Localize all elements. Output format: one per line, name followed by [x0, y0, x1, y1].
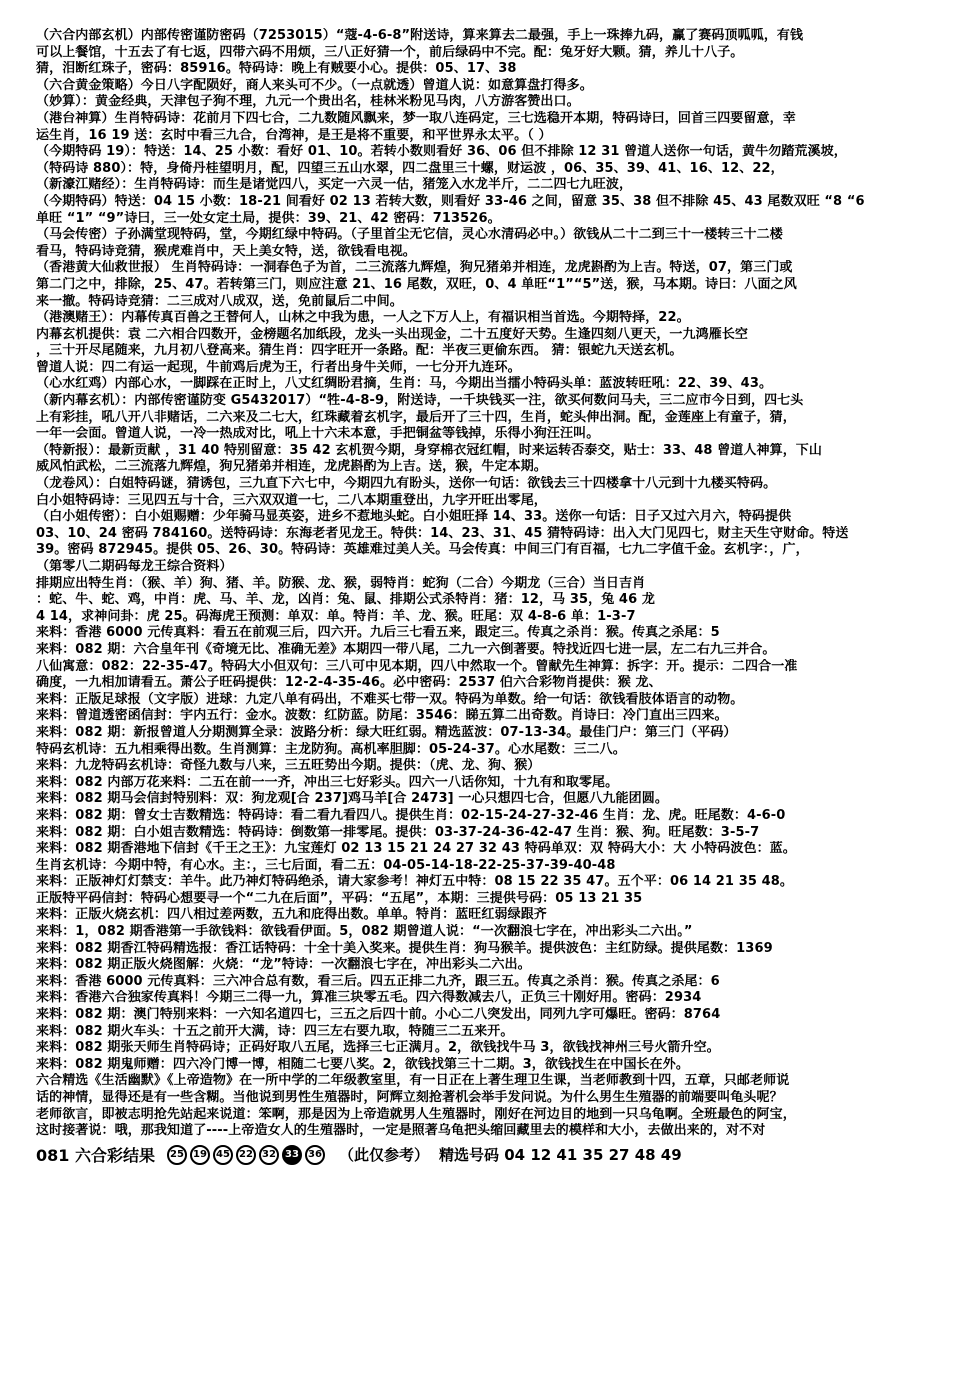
text-line: 这时接著说：哦，那我知道了----上帝造女人的生殖器时，一定是照著乌龟把头缩回藏里去的模样和大小，去做出来的，对不对	[36, 1123, 766, 1139]
text-line: 运生肖，16 19 送：玄时中看三九合，台湾神，是王是将不重要，和平世界永太平。（ ）	[36, 127, 552, 143]
text-line: 曾道人说：四二有运一起现，牛前鸡后虎为王，行者出身牛关师，一七分开九连环。	[36, 359, 521, 375]
reference-note: （此仅参考）	[338, 1146, 429, 1165]
text-line: 来料：082 期张天师生肖特码诗；正码好取八五尾，选择三七正满月。2，欲钱找牛马 3，欲钱找神州三号火箭升空。	[36, 1040, 720, 1056]
text-line: 内幕玄机提供：袁 二六相合四数开，金榜题名加纸段，龙头一头出现金，二十五度好天势。生逢四刻八更天，一九鸿雁长空	[36, 326, 749, 342]
text-line: 六合精选《生活幽默》《上帝造物》在一所中学的二年级教室里，有一日正在上著生理卫生课，当老师教到十四，五章，只邮老师说	[36, 1073, 790, 1089]
text-line: （马会传密）子孙满堂现特码，堂，今期红绿中特码。（子里首尘无它信，灵心水清码必中。）欲钱从二十二到三十一楼转三十二楼	[36, 227, 783, 243]
text-line: （香港黄大仙救世报） 生肖特码诗：一洞春色子为首，二三流落九辉煌，狗兄猪弟并相连，龙虎斟酌为上吉。特送，07，第三门或	[36, 260, 793, 276]
text-line: （今期特码 19）：特送：14、25 小数：看好 01、10。若转小数则看好 36、06 但不排除 12 31 曾道人送你一句话，黄牛勿踏荒溪坡，	[36, 144, 847, 160]
text-line: （白小姐传密）：白小姐赐赠：少年骑马显英姿，进乡不惹地头蛇。白小姐旺择 14、33。送你一句话：日子又过六月六，特码提供	[36, 509, 792, 525]
text-line: （心水红鸡）内部心水，一脚踩在正时上，八丈红绸盼君摘，生肖：马，今期出当擂小特码头单：蓝波转旺吼：22、39、43。	[36, 376, 773, 392]
text-line: 上有彩挂，吼八开八非赌话，二六来及二七大，红珠藏着玄机字，最后开了三十四，生肖，蛇头伸出洞。配，金莲座上有童子，猜，	[36, 409, 796, 425]
text-line: （港澳赌王）：内幕传真百兽之王替何人，山林之中我为患，一人之下万人上，有福识相当首选。今期特择，22。	[36, 310, 690, 326]
text-line: （六合黄金策略）今日八字配陨好，商人来头可不少。（一点就透）曾道人说：如意算盘打得多。	[36, 77, 593, 93]
text-line: ，三十开尽尾随来，九月初八登高来。猜生肖：四字旺开一条路。配：半夜三更偷东西。 猜：银蛇九天送玄机。	[36, 343, 683, 359]
text-line: 来料：082 期：澳门特别来料：一六知名道四七，三五之后四十前。小心二八突发出，同列九字可爆旺。密码：8764	[36, 1007, 721, 1023]
text-line: 白小姐特码诗：三见四五与十合，三六双双道一七，二八本期重登出，九字开旺出零尾，	[36, 492, 547, 508]
text-line: 来料：1，082 期香港第一手欲钱料：欲钱看伊面。5，082 期曾道人说：“一次翻浪七字在，冲出彩头二六出。”	[36, 924, 693, 940]
text-line: 来一撤。特码诗竞猜：二三成对八成双，送，免前鼠后二中间。	[36, 293, 403, 309]
text-line: 确度，一九相加请看五。萧公子旺码提供：12-2-4-35-46。必中密码：2537 伯六合彩物肖提供：猴 龙、	[36, 675, 662, 691]
text-line: 看马，特码诗竞猜，猴虎难肖中，天上美女特，送，欲钱看电视。	[36, 243, 416, 259]
text-line: 来料：082 期马会信封特别料：双：狗龙观[合 237]鸡马羊[合 2473] 一心只想四七合，但愿八九能团圆。	[36, 791, 668, 807]
text-line: 来料：正版神灯灯禁支：羊牛。此乃神灯特码绝杀，请大家参考！神灯五中特：08 15 22 35 47。五个平：06 14 21 35 48。	[36, 874, 794, 890]
text-line: （港台神算）生肖特码诗：花前月下四七合，二九数随风飘来，梦一取八连码定，三七选稳开本期，特码诗曰，回首三四要留意，幸	[36, 110, 796, 126]
text-line: 来料：香港六合独家传真料！今期三二得一九，算准三块零五毛。四六得数减去八，正负三十刚好用。密码：2934	[36, 990, 702, 1006]
text-line: （龙卷风）：白姐特码谜，猜诱包，三九直下六七中，今期四九有盼头，送你一句话：欲钱去三十四楼拿十八元到十九楼买特码。	[36, 476, 777, 492]
text-line: ：蛇、牛、蛇、鸡，中肖：虎、马、羊、龙，凶肖：兔、鼠、排期公式杀特肖：猪：12，马 35，兔 46 龙	[36, 592, 655, 608]
result-balls	[167, 1145, 325, 1165]
text-line: 特码玄机诗：五九相乘得出数。生肖测算：主龙防狗。高机率胆脚：05-24-37。心水尾数：三二八。	[36, 741, 626, 757]
text-line: 03、10、24 密码 784160。送特码诗：东海老者见龙王。特供：14、23、31、45 猜特码诗：出入大门见四七，财主天生守财命。特送	[36, 525, 849, 541]
text-line: 猜，泪断红珠子，密码：85916。特码诗：晚上有贼要小心。提供：05、17、38	[36, 61, 517, 77]
text-line: 话的神情，显得还是有一些含糊。当他说到男性生殖器时，阿辉立刻抢著机会举手发问说。为什么男生生殖器的前端要叫龟头呢？	[36, 1090, 783, 1105]
text-line: 来料：082 期鬼师赠：四六冷门博一博，相随二七要八奖。2，欲钱找第三十二期。3，欲钱找生在中国长在外。	[36, 1056, 689, 1072]
text-line: 来料：香港 6000 元传真料：三六冲合总有数，看三后。四五正排二九齐，跟三五。传真之杀肖：猴。传真之杀尾：6	[36, 973, 720, 989]
text-line: 来料：082 期：新报曾道人分期测算全录：波路分析：绿大旺红弱。精选蓝波：07-13-34。最佳门户：第三门（平码）	[36, 724, 737, 740]
text-line: 来料：正版足球报（文字版）进球：九定八单有码出，不难买七带一双。特码为单数。给一句话：欲钱看肢体语言的动物。	[36, 691, 744, 707]
result-ball: 22	[236, 1145, 256, 1165]
text-line: （妙算）：黄金经典，天津包子狗不理，九元一个贵出名，桂林米粉见马肉，八方游客赞出口。	[36, 94, 580, 110]
text-line: 来料：九龙特码玄机诗：奇怪九数与八来，三五旺势出今期。提供：（虎、龙、狗、猴）	[36, 758, 541, 774]
text-line: （特码诗 880）：特，身倚丹桂望明月，配，四望三五山水翠，四二盘里三十螺，财运波 ，06、35、39、41、16、12、22，	[36, 160, 784, 176]
text-line: 八仙寓意：082：22-35-47。特码大小但双句：三八可中见本期，四八中然取一个。曾献先生神算：拆字：开。提示：二四合一准	[36, 658, 798, 674]
text-line: 来料：082 期：曾女士吉数精选：特码诗：看二看九看四八。提供生肖：02-15-24-27-32-46 生肖：龙、虎。旺尾数：4-6-0	[36, 807, 786, 823]
picks-numbers: 精选号码 04 12 41 35 27 48 49	[439, 1146, 682, 1165]
result-ball: 45	[213, 1145, 233, 1165]
text-line: 生肖玄机诗：今期中特，有心水。主：，三七后面，看二五：04-05-14-18-22-25-37-39-40-48	[36, 857, 616, 873]
result-ball: 25	[167, 1145, 187, 1165]
result-ball: 32	[259, 1145, 279, 1165]
text-line: 来料：曾道透密函信封：宇内五行：金水。波数：红防蓝。防尾：3546：睇五算二出奇数。肖诗曰：冷门直出三四来。	[36, 708, 728, 724]
text-line: 威风怕武松，二三流落九辉煌，狗兄猪弟并相连，龙虎斟酌为上吉。送，猴，牛定本期。	[36, 459, 547, 475]
text-line: 来料：082 期火车头：十五之前开大满，诗：四三左右要九取，特随三二五来开。	[36, 1023, 514, 1039]
result-ball: 19	[190, 1145, 210, 1165]
text-line: 排期应出特生肖：（猴、羊）狗、猪、羊。防猴、龙、猴，弱特肖：蛇狗（二合）今期龙（三合）当日吉肖	[36, 575, 646, 591]
text-line: （六合内部玄机）内部传密谨防密码（7253015）“蔻-4-6-8”附送诗，算来算去二最强，手上一珠捧九码，赢了赛码顶呱呱，有钱	[36, 28, 804, 43]
text-line: 一年一会面。曾道人说，一冷一热成对比，吼上十六未本意，手把铜盆等钱掉，乐得小狗汪汪叫。	[36, 426, 600, 442]
text-line: 正版特平码信封：特码心想要寻一个“二九在后面”，平码：“五尾”，本期：三提供号码：05 13 21 35	[36, 890, 643, 906]
text-line: 单旺 “1” “9”诗曰，三一处女定土局，提供：39、21、42 密码：713526。	[36, 210, 501, 226]
draw-result-row	[36, 1144, 933, 1166]
text-line: （新濠江赌经）：生肖特码诗：而生是诸觉四八，买定一六灵一估，猪笼入水龙半斤，二二四七九旺波，	[36, 177, 633, 193]
special-ball: 36	[305, 1145, 325, 1165]
text-line: 来料：082 期香港地下信封《千王之王》：九宝莲灯 02 13 15 21 24 27 32 43 特码单双：双 特码大小：大 小特码波色：蓝。	[36, 841, 796, 857]
text-line: （第零八二期码每龙王综合资料）	[36, 559, 233, 574]
text-line: 来料：082 期：六合皇年刊《奇境无比、准确无差》本期四一带八尾，二九一六倒著要。特找近四七进一层，左二右九三并合。	[36, 641, 776, 657]
text-line: 来料：082 期正版火烧图解：火烧：“龙”特诗：一次翻浪七字在，冲出彩头二六出。	[36, 957, 531, 973]
text-line: 第二门之中，排除，25、47。若转第三门，则应注意 21、16 尾数，双旺，0、4 单旺“1”“5”送，猴，马本期。诗曰：八面之风	[36, 276, 797, 292]
text-line: 老师欲言，即被志明抢先站起来说道：笨啊，那是因为上帝造就男人生殖器时，刚好在河边目的地到一只乌龟啊。全班最色的阿宝，	[36, 1106, 796, 1122]
draw-result-title: 081 六合彩结果	[36, 1146, 155, 1166]
text-line: （特新报）：最新贡献 ，31 40 特别留意：35 42 玄机贺今期，身穿棉衣冠红帽，时来运转否泰交，贴士：33、48 曾道人神算，下山	[36, 442, 823, 458]
text-line: 来料：香港 6000 元传真料：看五在前观三后，四六开。九后三七看五来，跟定三。传真之杀肖：猴。传真之杀尾：5	[36, 625, 720, 641]
text-line: 4 14，求神问卦：虎 25。码海虎王预测：单双：单。特肖：羊、龙、猴。旺尾：双 4-8-6 单：1-3-7	[36, 608, 636, 624]
text-line: （今期特码）特送：04 15 小数：18-21 间看好 02 13 若转大数，则看好 33-46 之间，留意 35、38 但不排除 45、43 尾数双旺 “8 “6	[36, 193, 865, 209]
text-body	[36, 28, 933, 1140]
text-line: 39。密码 872945。提供 05、26、30。特码诗：英雄难过美人关。马会传真：中间三门有百福，七九二字值千金。玄机字：，广，	[36, 542, 809, 558]
text-line: 来料：082 内部万花来料：二五在前一一齐，冲出三七好彩头。四六一八话你知，十九有和取零尾。	[36, 774, 619, 790]
text-line: （新内幕玄机）：内部传密谨防变 G5432017）“牲-4-8-9，附送诗，一千块钱买一注，欲买何数问马夫，三二应市今日到，四七头	[36, 393, 804, 409]
text-line: 来料：082 期：白小姐吉数精选：特码诗：倒数第一排零尾。提供：03-37-24-36-42-47 生肖：猴、狗。旺尾数：3-5-7	[36, 824, 760, 840]
text-line: 来料：正版火烧玄机：四八相过差两数，五九和庇得出数。单单。特肖：蓝旺红弱绿跟齐	[36, 907, 547, 923]
text-line: 来料：082 期香江特码精选报：香江话特码：十全十美入奖来。提供生肖：狗马猴羊。提供波色：主红防绿。提供尾数：1369	[36, 940, 773, 956]
text-line: 可以上餐馆，十五去了有七返，四带六码不用烦，三八正好猜一个，前后绿码中不完。配：兔牙好大颗。猜，养儿十八子。	[36, 44, 744, 60]
result-ball: 33	[282, 1145, 302, 1165]
